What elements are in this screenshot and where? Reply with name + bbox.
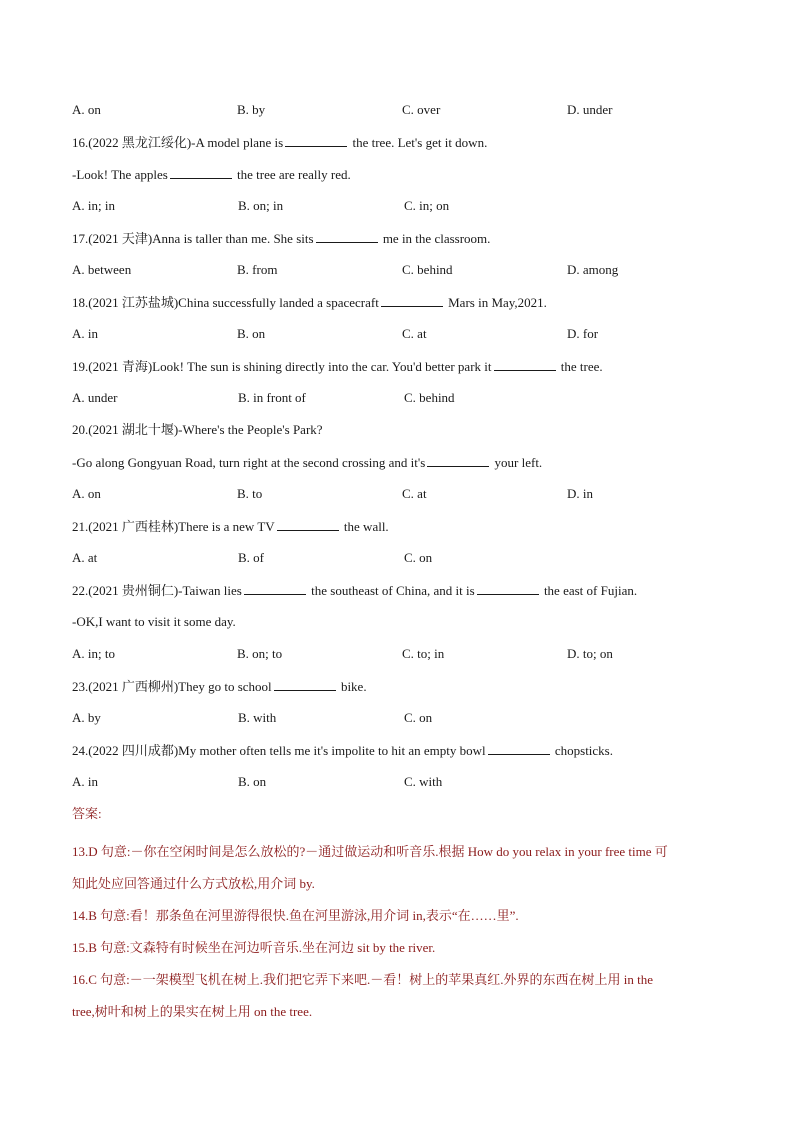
q17-options [72, 260, 732, 292]
q16-option-a: A. in; in [72, 198, 115, 213]
q19-stem [72, 356, 732, 388]
q18-stem [72, 292, 732, 324]
q23-text: 23.(2021 广西柳州)They go to school [72, 679, 272, 694]
q17-option-b: B. from [237, 262, 278, 277]
q24-text-end: chopsticks. [551, 743, 613, 758]
exam-page [72, 100, 732, 1028]
q22-option-b: B. on; to [237, 646, 283, 661]
q16-line2-end: the tree are really red. [233, 167, 351, 182]
q22-option-d: D. to; on [567, 646, 613, 661]
answer-blank [316, 228, 378, 243]
q21-option-c: C. on [404, 550, 433, 565]
q22-text: 22.(2021 贵州铜仁)-Taiwan lies [72, 583, 242, 598]
q24-text: 24.(2022 四川成都)My mother often tells me it's impolite to hit an empty bowl [72, 743, 486, 758]
q20-option-d: D. in [567, 486, 593, 501]
q20-option-a: A. on [72, 486, 101, 501]
q22-option-c: C. to; in [402, 646, 445, 661]
q17-option-a: A. between [72, 262, 132, 277]
q15-option-c: C. over [402, 102, 441, 117]
answer-line: 15.B 句意:文森特有时候坐在河边听音乐.坐在河边 sit by the river. [72, 940, 436, 955]
q20-text: 20.(2021 湖北十堰)-Where's the People's Park? [72, 422, 323, 437]
answer-blank [244, 580, 306, 595]
q23-text-end: bike. [337, 679, 367, 694]
q19-option-b: B. in front of [238, 390, 306, 405]
q24-stem [72, 740, 732, 772]
q22-stem-2 [72, 612, 732, 644]
q16-option-c: C. in; on [404, 198, 450, 213]
q20-stem [72, 420, 732, 452]
q17-stem [72, 228, 732, 260]
q16-stem [72, 132, 732, 164]
q15-option-a: A. on [72, 102, 101, 117]
q18-options [72, 324, 732, 356]
answer-blank [427, 452, 489, 467]
answer-line: 知此处应回答通过什么方式放松,用介词 by. [72, 876, 315, 891]
q18-text-end: Mars in May,2021. [444, 295, 547, 310]
answer-blank [494, 356, 556, 371]
q22-option-a: A. in; to [72, 646, 115, 661]
q21-option-b: B. of [238, 550, 264, 565]
q19-options [72, 388, 732, 420]
q16-text: 16.(2022 黑龙江绥化)-A model plane is [72, 135, 284, 150]
q22-stem [72, 580, 732, 612]
q24-option-c: C. with [404, 774, 443, 789]
q15-option-b: B. by [237, 102, 266, 117]
q16-text-end: the tree. Let's get it down. [349, 135, 488, 150]
q17-text-end: me in the classroom. [379, 231, 491, 246]
q18-option-b: B. on [237, 326, 266, 341]
q22-text-mid: the southeast of China, and it is [307, 583, 475, 598]
q19-text-end: the tree. [557, 359, 603, 374]
q23-option-c: C. on [404, 710, 433, 725]
answer-blank [477, 580, 539, 595]
q17-option-c: C. behind [402, 262, 453, 277]
q20-line2-end: your left. [491, 455, 543, 470]
answer-blank [488, 740, 550, 755]
q23-option-a: A. by [72, 710, 101, 725]
answer-blank [277, 516, 339, 531]
q19-text: 19.(2021 青海)Look! The sun is shining directly into the car. You'd better park it [72, 359, 492, 374]
q19-option-c: C. behind [404, 390, 455, 405]
answer-blank [381, 292, 443, 307]
q23-options [72, 708, 732, 740]
q22-options [72, 644, 732, 676]
q21-text: 21.(2021 广西桂林)There is a new TV [72, 519, 275, 534]
q24-option-b: B. on [238, 774, 267, 789]
q21-text-end: the wall. [340, 519, 389, 534]
q16-option-b: B. on; in [238, 198, 284, 213]
q20-option-b: B. to [237, 486, 263, 501]
answer-line: 16.C 句意:－一架模型飞机在树上.我们把它弄下来吧.－看！树上的苹果真红.外界的东西在树上用 in the [72, 972, 654, 987]
answer-blank [274, 676, 336, 691]
q21-stem [72, 516, 732, 548]
answer-blank [285, 132, 347, 147]
answer-line: tree,树叶和树上的果实在树上用 on the tree. [72, 1004, 313, 1019]
q15-options [72, 100, 732, 132]
q21-options [72, 548, 732, 580]
q18-option-a: A. in [72, 326, 98, 341]
q18-option-c: C. at [402, 326, 427, 341]
q16-stem-2 [72, 164, 732, 196]
q20-option-c: C. at [402, 486, 427, 501]
q17-text: 17.(2021 天津)Anna is taller than me. She sits [72, 231, 314, 246]
answer-line: 13.D 句意:－你在空闲时间是怎么放松的?－通过做运动和听音乐.根据 How do you relax in your free time 可 [72, 844, 668, 859]
answers-label: 答案: [72, 806, 102, 821]
q22-line2: -OK,I want to visit it some day. [72, 614, 236, 629]
answer-line: 14.B 句意:看！那条鱼在河里游得很快.鱼在河里游泳,用介词 in,表示“在……里”. [72, 908, 519, 923]
q20-line2: -Go along Gongyuan Road, turn right at the second crossing and it's [72, 455, 426, 470]
answer-blank [170, 164, 232, 179]
q23-stem [72, 676, 732, 708]
q17-option-d: D. among [567, 262, 619, 277]
q20-stem-2 [72, 452, 732, 484]
q18-option-d: D. for [567, 326, 599, 341]
q24-option-a: A. in [72, 774, 98, 789]
q16-line2: -Look! The apples [72, 167, 168, 182]
q19-option-a: A. under [72, 390, 118, 405]
q16-options [72, 196, 732, 228]
q23-option-b: B. with [238, 710, 277, 725]
q22-text-end: the east of Fujian. [540, 583, 638, 598]
q21-option-a: A. at [72, 550, 98, 565]
answers-section [72, 836, 732, 1028]
q18-text: 18.(2021 江苏盐城)China successfully landed a spacecraft [72, 295, 379, 310]
q15-option-d: D. under [567, 102, 613, 117]
q24-options [72, 772, 732, 804]
q20-options [72, 484, 732, 516]
